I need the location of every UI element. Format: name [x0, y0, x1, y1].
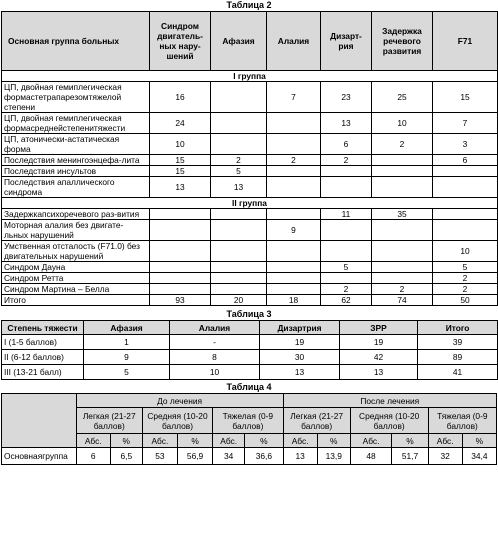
header-aphasia: Афазия [84, 321, 170, 335]
table-cell: 50 [433, 295, 498, 306]
table-cell [321, 241, 372, 262]
table-cell [211, 209, 267, 220]
row-name: Итого [2, 295, 150, 306]
table-row [2, 177, 498, 198]
table-cell: 6 [76, 448, 110, 465]
row-name: Последствия инсультов [2, 166, 150, 177]
table-row [2, 350, 498, 365]
table-cell: 9 [267, 220, 321, 241]
table-cell [372, 155, 433, 166]
table-cell [150, 220, 211, 241]
table-cell: 23 [321, 82, 372, 113]
table-row [2, 82, 498, 113]
table-cell [211, 134, 267, 155]
table-cell: 3 [433, 134, 498, 155]
group2-label: II группа [2, 198, 498, 209]
table-cell: 36,6 [245, 448, 283, 465]
table-cell [433, 177, 498, 198]
table-cell [150, 209, 211, 220]
table-cell [372, 241, 433, 262]
table-cell [267, 134, 321, 155]
pct-header: % [317, 434, 350, 448]
header-dysarthria: Дизартрия [260, 321, 340, 335]
table-cell: 35 [372, 209, 433, 220]
row-name: ЦП, двойная гемиплегическая формастетрапарезомтяжелой степени [2, 82, 150, 113]
table-cell: 39 [418, 335, 498, 350]
before-treatment: До лечения [76, 394, 283, 408]
table-cell: 34 [213, 448, 245, 465]
header-total: Итого [418, 321, 498, 335]
table-cell: 62 [321, 295, 372, 306]
table-cell: 30 [260, 350, 340, 365]
table-cell [267, 262, 321, 273]
table-cell: 13,9 [317, 448, 350, 465]
table-cell: 15 [150, 155, 211, 166]
table2-header-row [2, 12, 498, 71]
table-cell [267, 177, 321, 198]
pct-header: % [462, 434, 496, 448]
table-cell: 2 [321, 155, 372, 166]
severity-header: Средняя (10-20 баллов) [142, 408, 212, 434]
table-cell [372, 220, 433, 241]
table-cell: 2 [433, 284, 498, 295]
table-3 [1, 320, 498, 380]
abs-header: Абс. [76, 434, 110, 448]
table-row [2, 155, 498, 166]
table-cell [372, 166, 433, 177]
table-cell [267, 284, 321, 295]
table-cell [433, 166, 498, 177]
header-severity: Степень тяжести [2, 321, 84, 335]
table-cell: 48 [350, 448, 392, 465]
table-cell: 2 [372, 134, 433, 155]
table-cell: 89 [418, 350, 498, 365]
header-alalia: Алалия [170, 321, 260, 335]
table-cell: 25 [372, 82, 433, 113]
table-cell [321, 166, 372, 177]
table-row [2, 273, 498, 284]
table3-header-row [2, 321, 498, 335]
table-cell [433, 209, 498, 220]
table-cell: 56,9 [177, 448, 212, 465]
abs-header: Абс. [350, 434, 392, 448]
table-cell: 34,4 [462, 448, 496, 465]
table-cell: 10 [372, 113, 433, 134]
pct-header: % [110, 434, 142, 448]
table-cell: 41 [418, 365, 498, 380]
row-name: Умственная отсталость (F71.0) без двигательных нарушений [2, 241, 150, 262]
table2-caption: Таблица 2 [226, 0, 272, 10]
severity-header: Тяжелая (0-9 баллов) [428, 408, 496, 434]
severity-header: Тяжелая (0-9 баллов) [213, 408, 283, 434]
table-row [2, 220, 498, 241]
table-cell: 2 [321, 284, 372, 295]
header-alalia: Алалия [267, 12, 321, 71]
abs-header: Абс. [142, 434, 177, 448]
header-zrr: ЗРР [340, 321, 418, 335]
table-row [2, 284, 498, 295]
table-cell [321, 177, 372, 198]
table-cell: 13 [340, 365, 418, 380]
table-row [2, 134, 498, 155]
table-cell: 18 [267, 295, 321, 306]
table4-corner [2, 394, 77, 448]
table-cell: 2 [372, 284, 433, 295]
table-cell: 51,7 [392, 448, 428, 465]
table-row [2, 166, 498, 177]
table-cell [150, 241, 211, 262]
table-cell: 11 [321, 209, 372, 220]
table-cell [211, 82, 267, 113]
table-cell [372, 177, 433, 198]
table-cell [211, 241, 267, 262]
table-cell [150, 273, 211, 284]
table-cell: 8 [170, 350, 260, 365]
severity-label: II (6-12 баллов) [2, 350, 84, 365]
table-cell [372, 273, 433, 284]
row-name: ЦП, атонически-астатическая форма [2, 134, 150, 155]
table-cell: 13 [321, 113, 372, 134]
table-cell: 53 [142, 448, 177, 465]
table-cell: 74 [372, 295, 433, 306]
table-cell: 7 [433, 113, 498, 134]
table-cell [150, 262, 211, 273]
table-cell [372, 262, 433, 273]
table-cell [267, 113, 321, 134]
abs-header: Абс. [428, 434, 462, 448]
table-cell: 24 [150, 113, 211, 134]
table-row [2, 241, 498, 262]
table-row [2, 209, 498, 220]
table-cell: 7 [267, 82, 321, 113]
table-cell: 5 [211, 166, 267, 177]
table-cell: 6 [433, 155, 498, 166]
table-cell [267, 166, 321, 177]
table-cell: 13 [283, 448, 317, 465]
header-f71: F71 [433, 12, 498, 71]
table-cell: 20 [211, 295, 267, 306]
row-name: Задержкапсихоречевого раз-вития [2, 209, 150, 220]
table-2 [1, 11, 498, 306]
row-name: Последствия апаллического синдрома [2, 177, 150, 198]
row-name: Синдром Ретта [2, 273, 150, 284]
table-4 [1, 393, 497, 465]
severity-header: Легкая (21-27 баллов) [283, 408, 350, 434]
table-cell: 19 [260, 335, 340, 350]
table4-caption: Таблица 4 [226, 382, 272, 392]
table-cell: 32 [428, 448, 462, 465]
table-cell: 10 [433, 241, 498, 262]
table-cell: 42 [340, 350, 418, 365]
table-cell [267, 273, 321, 284]
pct-header: % [392, 434, 428, 448]
table-cell: 5 [84, 365, 170, 380]
table-cell [150, 284, 211, 295]
table-cell: 10 [150, 134, 211, 155]
pct-header: % [177, 434, 212, 448]
after-treatment: После лечения [283, 394, 496, 408]
severity-label: I (1-5 баллов) [2, 335, 84, 350]
table-cell: - [170, 335, 260, 350]
table-cell: 13 [260, 365, 340, 380]
row-label: Основнаягруппа [2, 448, 77, 465]
abs-header: Абс. [213, 434, 245, 448]
table-row [2, 365, 498, 380]
table-cell [211, 262, 267, 273]
table-cell [211, 113, 267, 134]
group1-label: I группа [2, 71, 498, 82]
table-cell [211, 284, 267, 295]
row-name: Синдром Мартина – Белла [2, 284, 150, 295]
header-group: Основная группа больных [2, 12, 150, 71]
table-cell: 93 [150, 295, 211, 306]
table-cell [321, 220, 372, 241]
table-row [2, 295, 498, 306]
table-cell: 19 [340, 335, 418, 350]
table-cell: 13 [211, 177, 267, 198]
row-name: Синдром Дауна [2, 262, 150, 273]
table-cell: 9 [84, 350, 170, 365]
table-cell: 2 [211, 155, 267, 166]
table-row [2, 335, 498, 350]
table-cell: 2 [433, 273, 498, 284]
pct-header: % [245, 434, 283, 448]
severity-label: III (13-21 балл) [2, 365, 84, 380]
table-row [2, 262, 498, 273]
table-cell: 1 [84, 335, 170, 350]
row-name: ЦП, двойная гемиплегическая формасреднейстепенитяжести [2, 113, 150, 134]
table-cell: 6,5 [110, 448, 142, 465]
table-cell: 15 [433, 82, 498, 113]
table-row [2, 113, 498, 134]
table-cell: 6 [321, 134, 372, 155]
table-cell: 10 [170, 365, 260, 380]
header-dysarthria: Дизарт-рия [321, 12, 372, 71]
header-aphasia: Афазия [211, 12, 267, 71]
severity-header: Средняя (10-20 баллов) [350, 408, 428, 434]
table-cell: 13 [150, 177, 211, 198]
table-cell: 5 [433, 262, 498, 273]
table3-caption: Таблица 3 [226, 309, 272, 319]
table-cell [267, 209, 321, 220]
severity-header: Легкая (21-27 баллов) [76, 408, 142, 434]
row-name: Моторная алалия без двигате-льных нарушений [2, 220, 150, 241]
table-cell [211, 220, 267, 241]
table-cell [321, 273, 372, 284]
header-motor: Синдром двигатель-ных нару-шений [150, 12, 211, 71]
table-cell: 15 [150, 166, 211, 177]
table-cell: 16 [150, 82, 211, 113]
table-cell: 5 [321, 262, 372, 273]
row-name: Последствия менингоэнцефа-лита [2, 155, 150, 166]
table-cell [267, 241, 321, 262]
table-cell [433, 220, 498, 241]
table-cell [211, 273, 267, 284]
table-cell: 2 [267, 155, 321, 166]
header-speech-delay: Задержка речевого развития [372, 12, 433, 71]
abs-header: Абс. [283, 434, 317, 448]
